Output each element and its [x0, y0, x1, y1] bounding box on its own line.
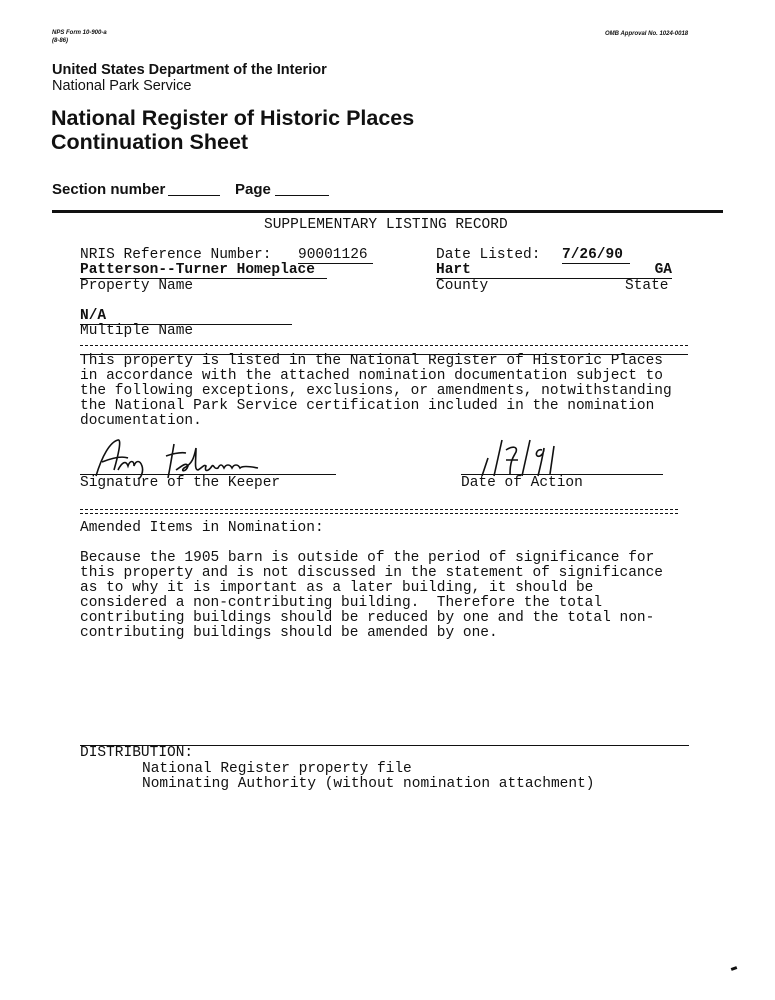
statement-line-5: documentation.: [80, 413, 202, 429]
multiple-name-label: Multiple Name: [80, 323, 194, 339]
double-rule-top: [80, 509, 678, 510]
date-listed-label: Date Listed:: [436, 247, 541, 263]
omb-approval: OMB Approval No. 1024-0018: [605, 31, 689, 37]
section-number-label: Section number: [52, 181, 166, 198]
amended-line-3: as to why it is important as a later building, it should be: [80, 580, 594, 596]
property-name-label: Property Name: [80, 278, 194, 294]
form-date: (8-86): [52, 38, 69, 44]
record-heading: SUPPLEMENTARY LISTING RECORD: [264, 217, 508, 233]
statement-line-1: This property is listed in the National Register of Historic Places: [80, 353, 663, 369]
nris-label: NRIS Reference Number:: [80, 247, 272, 263]
property-name-value: Patterson--Turner Homeplace: [80, 263, 327, 279]
section-number-blank: [168, 195, 220, 196]
amended-line-5: contributing buildings should be reduced by one and the total non-: [80, 610, 655, 626]
amended-line-1: Because the 1905 barn is outside of the period of significance for: [80, 550, 655, 566]
amended-line-4: considered a non-contributing building. Therefore the total: [80, 595, 603, 611]
dashed-rule: [80, 345, 688, 346]
amended-line-6: contributing buildings should be amended by one.: [80, 625, 498, 641]
statement-line-2: in accordance with the attached nomination documentation subject to: [80, 368, 663, 384]
distribution-heading: DISTRIBUTION:: [80, 745, 194, 761]
page-label: Page: [235, 181, 271, 198]
amended-line-2: this property and is not discussed in the statement of significance: [80, 565, 663, 581]
state-value: GA: [616, 263, 672, 279]
date-listed-value: 7/26/90: [562, 248, 630, 264]
page-title: National Register of Historic Places: [51, 106, 415, 130]
statement-line-4: the National Park Service certification included in the nomination: [80, 398, 655, 414]
date-of-action-label: Date of Action: [461, 475, 583, 491]
multiple-name-value: N/A: [80, 309, 292, 325]
header-rule: [52, 210, 723, 213]
statement-line-3: the following exceptions, exclusions, or amendments, notwithstanding: [80, 383, 672, 399]
distribution-item-2: Nominating Authority (without nomination attachment): [142, 776, 595, 792]
state-label: State: [625, 278, 669, 294]
county-value: Hart: [436, 263, 616, 279]
distribution-item-1: National Register property file: [142, 761, 412, 777]
nris-value: 90001126: [298, 248, 373, 264]
scan-mark: [731, 966, 738, 971]
amended-heading: Amended Items in Nomination:: [80, 520, 324, 536]
form-number: NPS Form 10-900-a: [52, 30, 107, 36]
double-rule-bottom: [80, 513, 678, 514]
service-name: National Park Service: [52, 78, 192, 94]
department-name: United States Department of the Interior: [52, 62, 327, 78]
page-subtitle: Continuation Sheet: [51, 130, 249, 154]
page-blank: [275, 195, 329, 196]
county-label: County: [436, 278, 489, 294]
keeper-label: Signature of the Keeper: [80, 475, 281, 491]
